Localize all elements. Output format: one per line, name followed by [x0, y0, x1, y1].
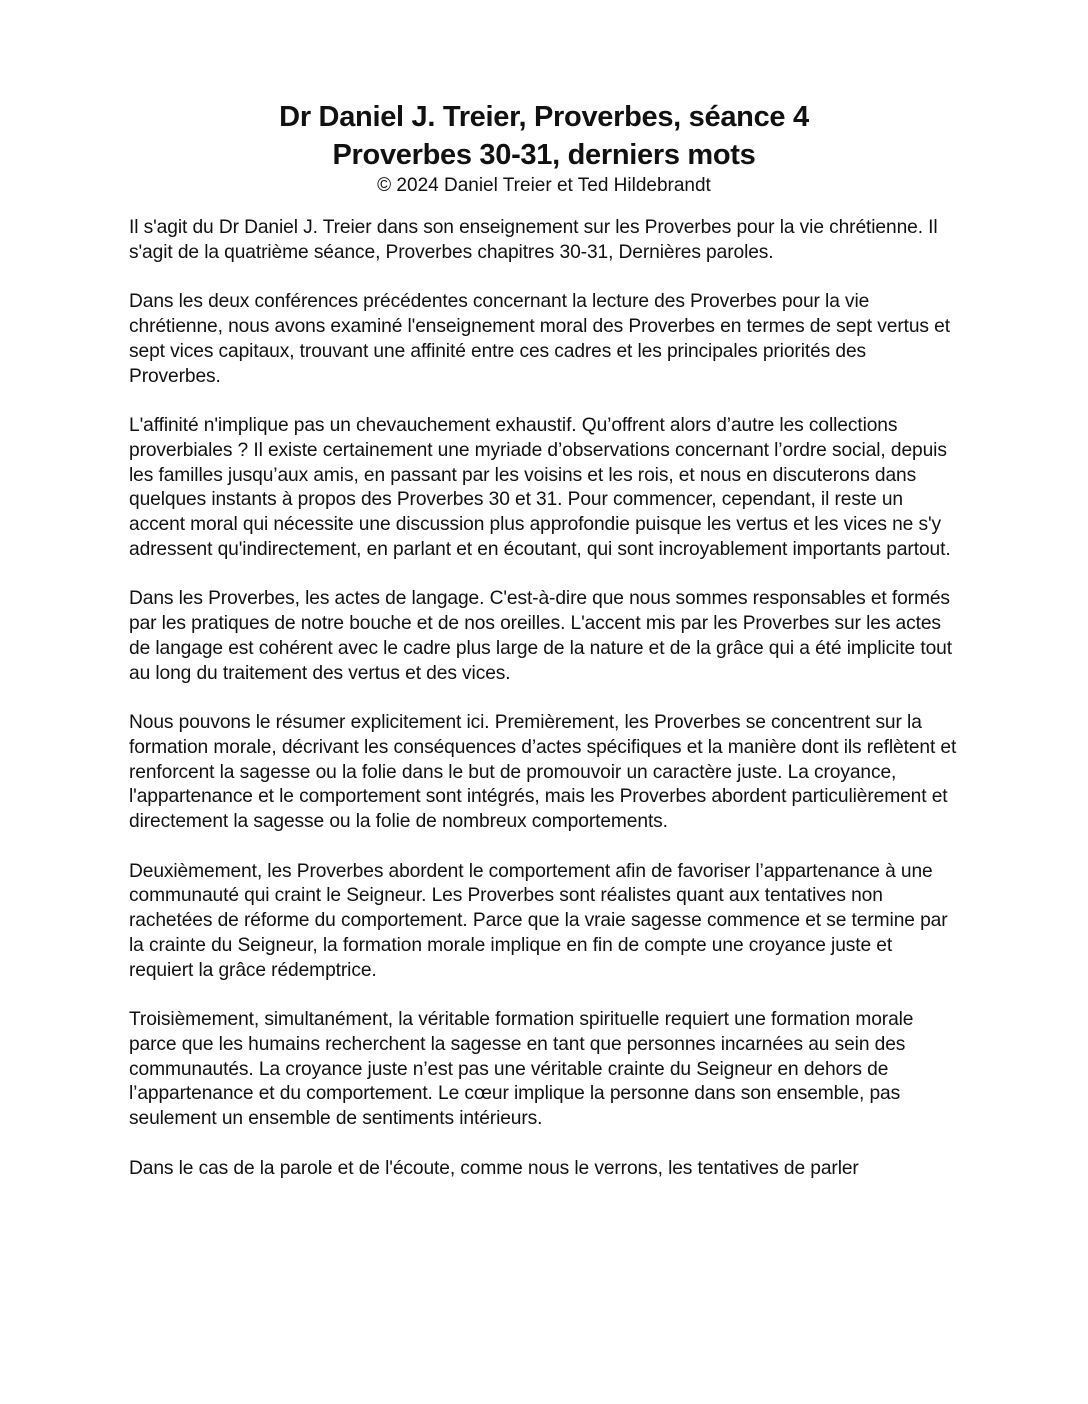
paragraph: Deuxièmement, les Proverbes abordent le comportement afin de favoriser l’appartenance à une communauté qui craint le Seigneur. Les Proverbes sont réalistes quant aux tentatives non rachetées de réforme du comportement. Parce que la vraie sagesse commence et se termine par la crainte du Seigneur, la formation morale implique en fin de compte une croyance juste et requiert la grâce rédemptrice.	[129, 860, 948, 981]
paragraph: Il s'agit du Dr Daniel J. Treier dans son enseignement sur les Proverbes pour la vie chrétienne. Il s'agit de la quatrième séance, Proverbes chapitres 30-31, Dernières paroles.	[129, 217, 938, 263]
paragraph: Dans les Proverbes, les actes de langage. C'est-à-dire que nous sommes responsables et formés par les pratiques de notre bouche et de nos oreilles. L'accent mis par les Proverbes sur les actes de langage est cohérent avec le cadre plus large de la nature et de la grâce qui a été implicite tout au long du traitement des vertus et des vices.	[129, 588, 952, 684]
copyright-notice: © 2024 Daniel Treier et Ted Hildebrandt	[377, 175, 711, 196]
paragraph: Nous pouvons le résumer explicitement ici. Premièrement, les Proverbes se concentrent sur la formation morale, décrivant les conséquences d’actes spécifiques et la manière dont ils reflètent et renforcent la sagesse ou la folie dans le but de promouvoir un caractère juste. La croyance, l'appartenance et le comportement sont intégrés, mais les Proverbes abordent particulièrement et directement la sagesse ou la folie de nombreux comportements.	[129, 712, 957, 833]
paragraph: Dans les deux conférences précédentes concernant la lecture des Proverbes pour la vie chrétienne, nous avons examiné l'enseignement moral des Proverbes en termes de sept vertus et sept vices capitaux, trouvant une affinité entre ces cadres et les principales priorités des Proverbes.	[129, 291, 950, 387]
document-subtitle: Proverbes 30-31, derniers mots	[332, 139, 756, 171]
document-body	[129, 216, 959, 1207]
paragraph: Dans le cas de la parole et de l'écoute, comme nous le verrons, les tentatives de parler	[129, 1157, 859, 1179]
document-header	[0, 98, 1088, 198]
document-title: Dr Daniel J. Treier, Proverbes, séance 4	[279, 101, 809, 133]
paragraph: Troisièmement, simultanément, la véritable formation spirituelle requiert une formation morale parce que les humains recherchent la sagesse en tant que personnes incarnées au sein des communautés. La croyance juste n’est pas une véritable crainte du Seigneur en dehors de l’appartenance et du comportement. Le cœur implique la personne dans son ensemble, pas seulement un ensemble de sentiments intérieurs.	[129, 1009, 914, 1130]
paragraph: L'affinité n'implique pas un chevauchement exhaustif. Qu’offrent alors d’autre les collections proverbiales ? Il existe certainement une myriade d’observations concernant l’ordre social, depuis les familles jusqu’aux amis, en passant par les voisins et les rois, et nous en discuterons dans quelques instants à propos des Proverbes 30 et 31. Pour commencer, cependant, il reste un accent moral qui nécessite une discussion plus approfondie puisque les vertus et les vices ne s'y adressent qu'indirectement, en parlant et en écoutant, qui sont incroyablement importants partout.	[129, 415, 951, 560]
